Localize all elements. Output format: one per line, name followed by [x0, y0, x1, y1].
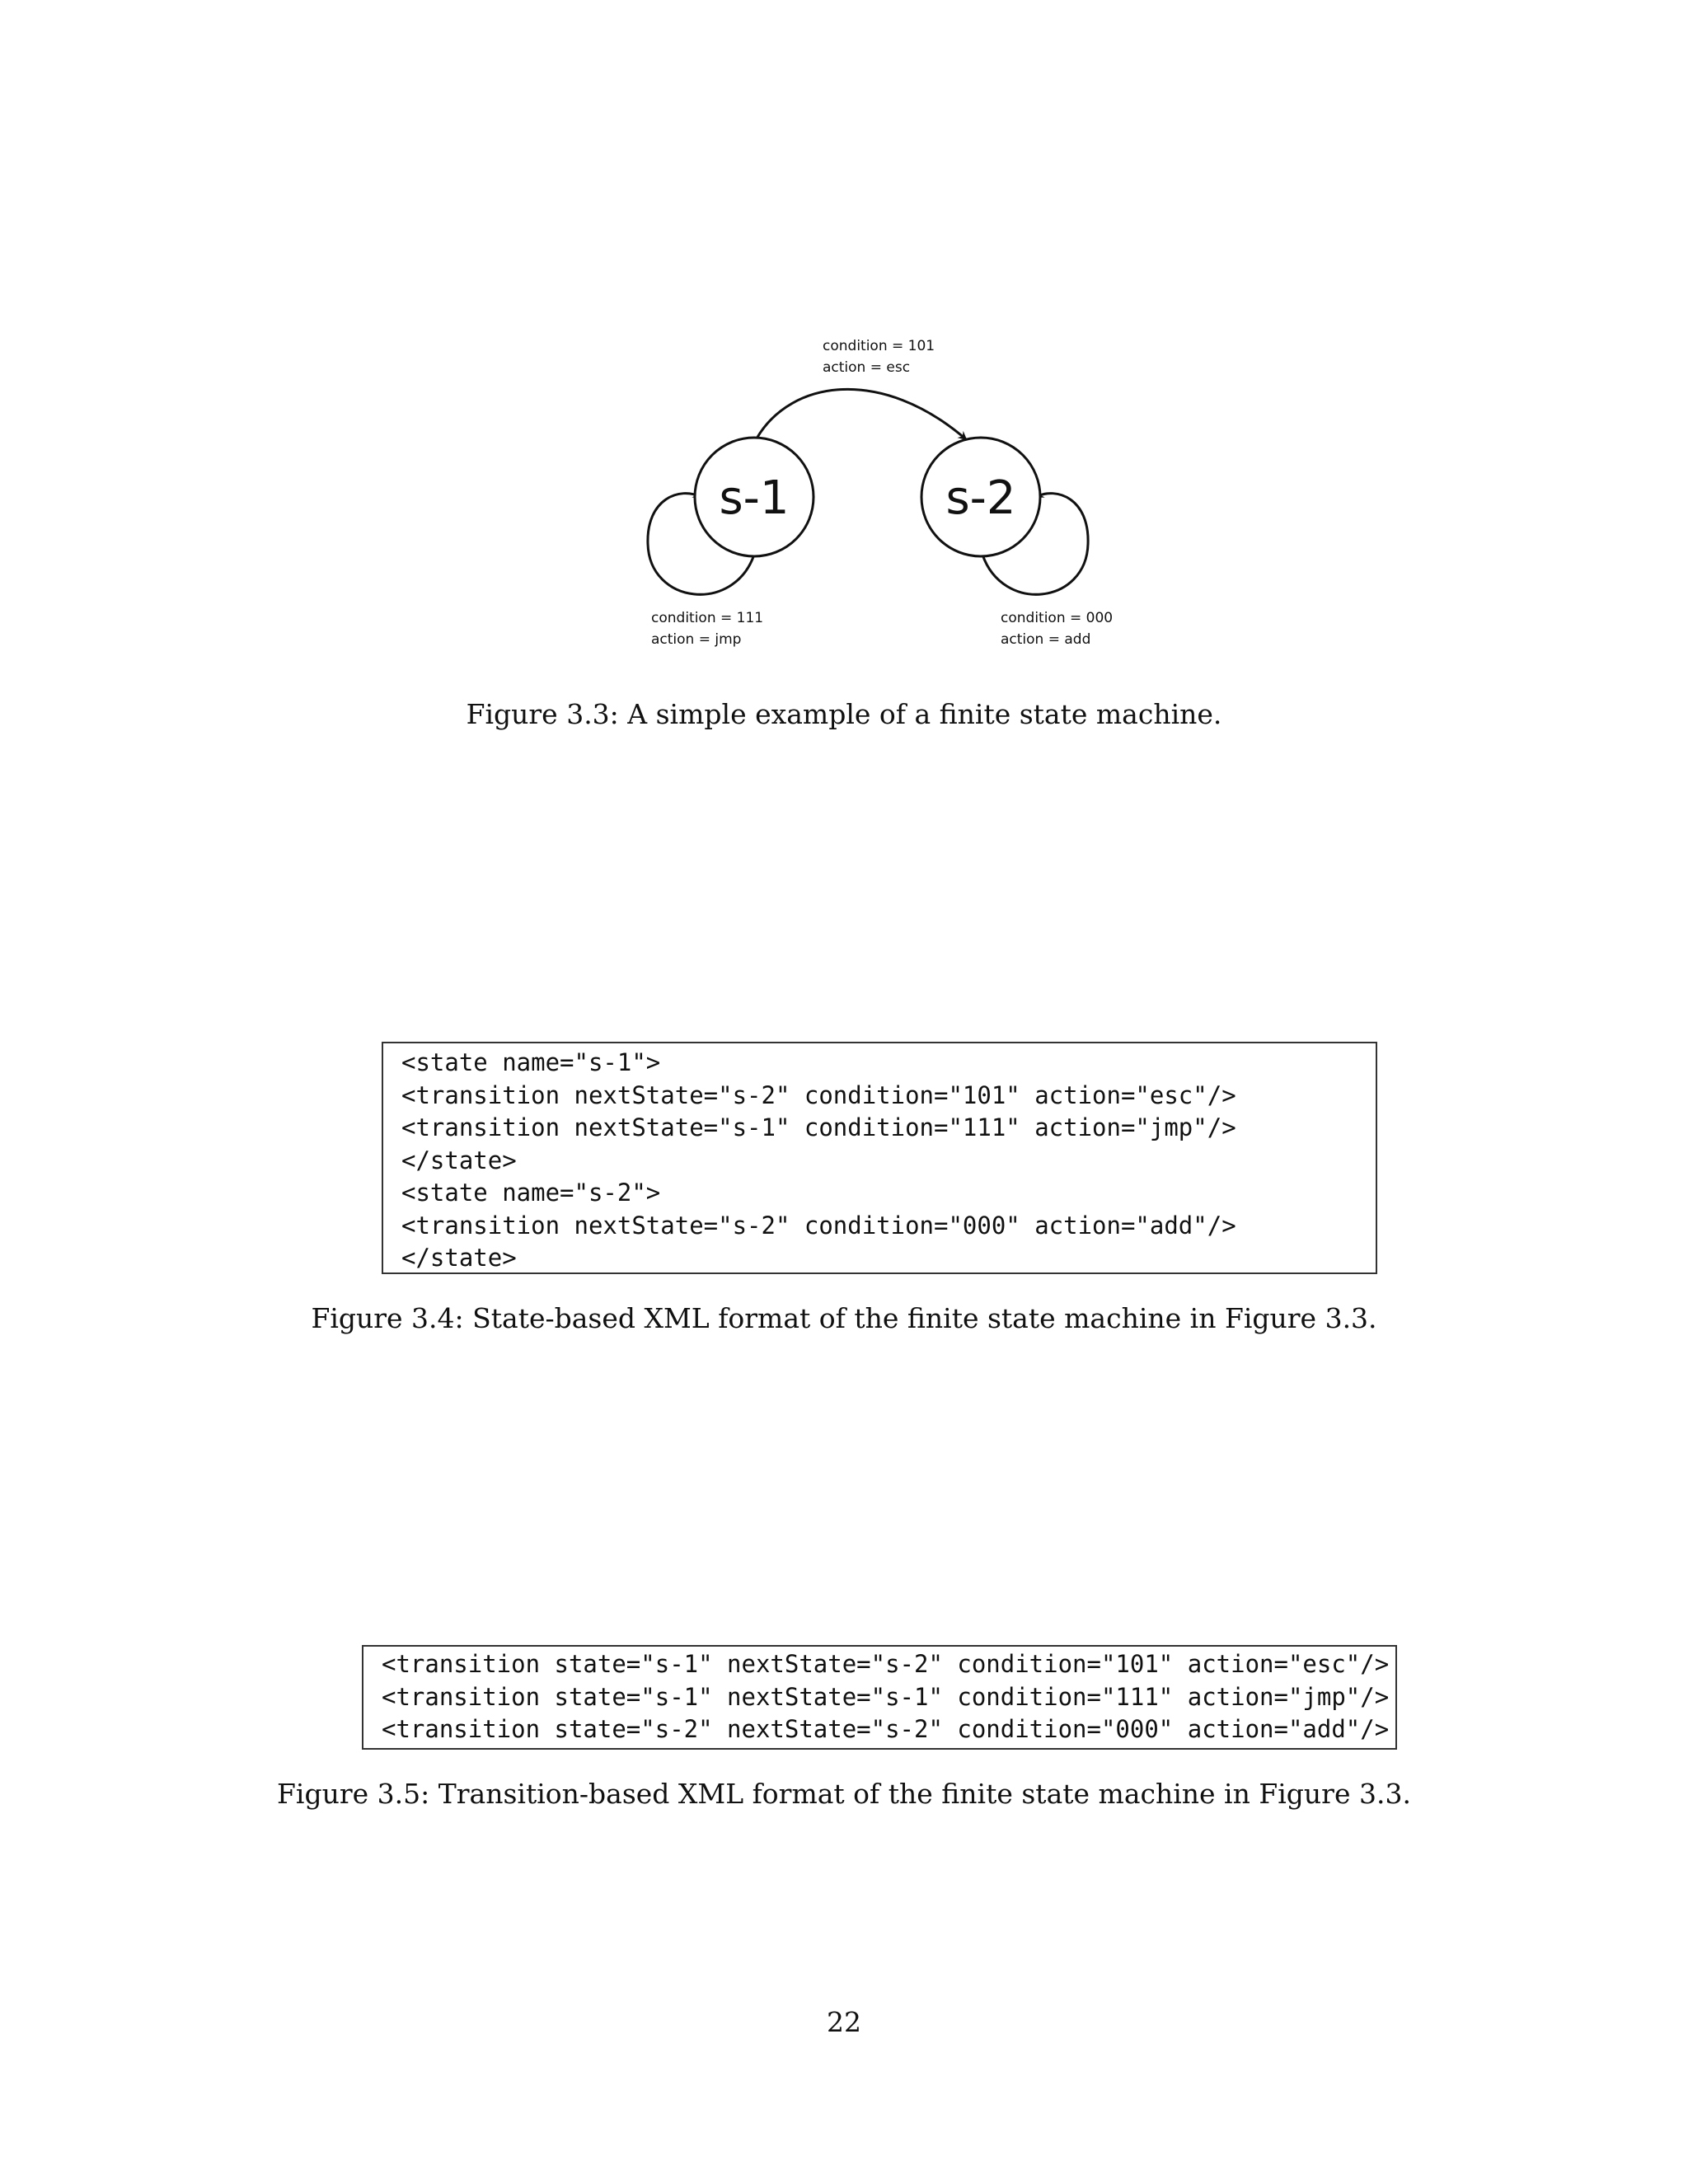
page-number: 22: [827, 2006, 861, 2038]
state-label-s1: s-1: [719, 471, 790, 525]
state-node-s2: [921, 438, 1040, 556]
edge-label-action-esc: action = esc: [823, 359, 911, 376]
figure-3-3-caption: Figure 3.3: A simple example of a finite state machine.: [466, 698, 1222, 730]
fsm-diagram: [635, 326, 1146, 672]
edge-label-condition-101: condition = 101: [823, 338, 935, 354]
code-line: <transition nextState="s-2" condition="000" action="add"/>: [401, 1211, 1236, 1240]
figure-3-5-caption: Figure 3.5: Transition-based XML format of the finite state machine in Figure 3.3.: [277, 1778, 1411, 1810]
state-node-s1: [695, 438, 814, 556]
figure-3-4-caption: Figure 3.4: State-based XML format of the finite state machine in Figure 3.3.: [311, 1302, 1377, 1334]
edge-label-action-add: action = add: [1001, 631, 1091, 648]
code-line: <transition state="s-2" nextState="s-2" condition="000" action="add"/>: [382, 1715, 1390, 1743]
transition-based-xml-box: [362, 1645, 1397, 1750]
transition-arrow-s1-to-s2: [757, 389, 966, 439]
edge-label-condition-111: condition = 111: [651, 610, 764, 626]
code-line: <transition state="s-1" nextState="s-1" condition="111" action="jmp"/>: [382, 1682, 1390, 1711]
edge-label-action-jmp: action = jmp: [651, 631, 742, 648]
code-line: <transition state="s-1" nextState="s-2" condition="101" action="esc"/>: [382, 1650, 1390, 1678]
edge-label-condition-000: condition = 000: [1001, 610, 1114, 626]
state-label-s2: s-2: [945, 471, 1016, 525]
code-line: <state name="s-2">: [401, 1179, 661, 1207]
code-line: <transition nextState="s-1" condition="111" action="jmp"/>: [401, 1113, 1236, 1141]
code-line: <transition nextState="s-2" condition="101" action="esc"/>: [401, 1080, 1236, 1109]
state-based-xml-box: [382, 1042, 1377, 1274]
code-line: </state>: [401, 1146, 517, 1174]
code-line: <state name="s-1">: [401, 1048, 661, 1076]
code-line: </state>: [401, 1244, 517, 1272]
